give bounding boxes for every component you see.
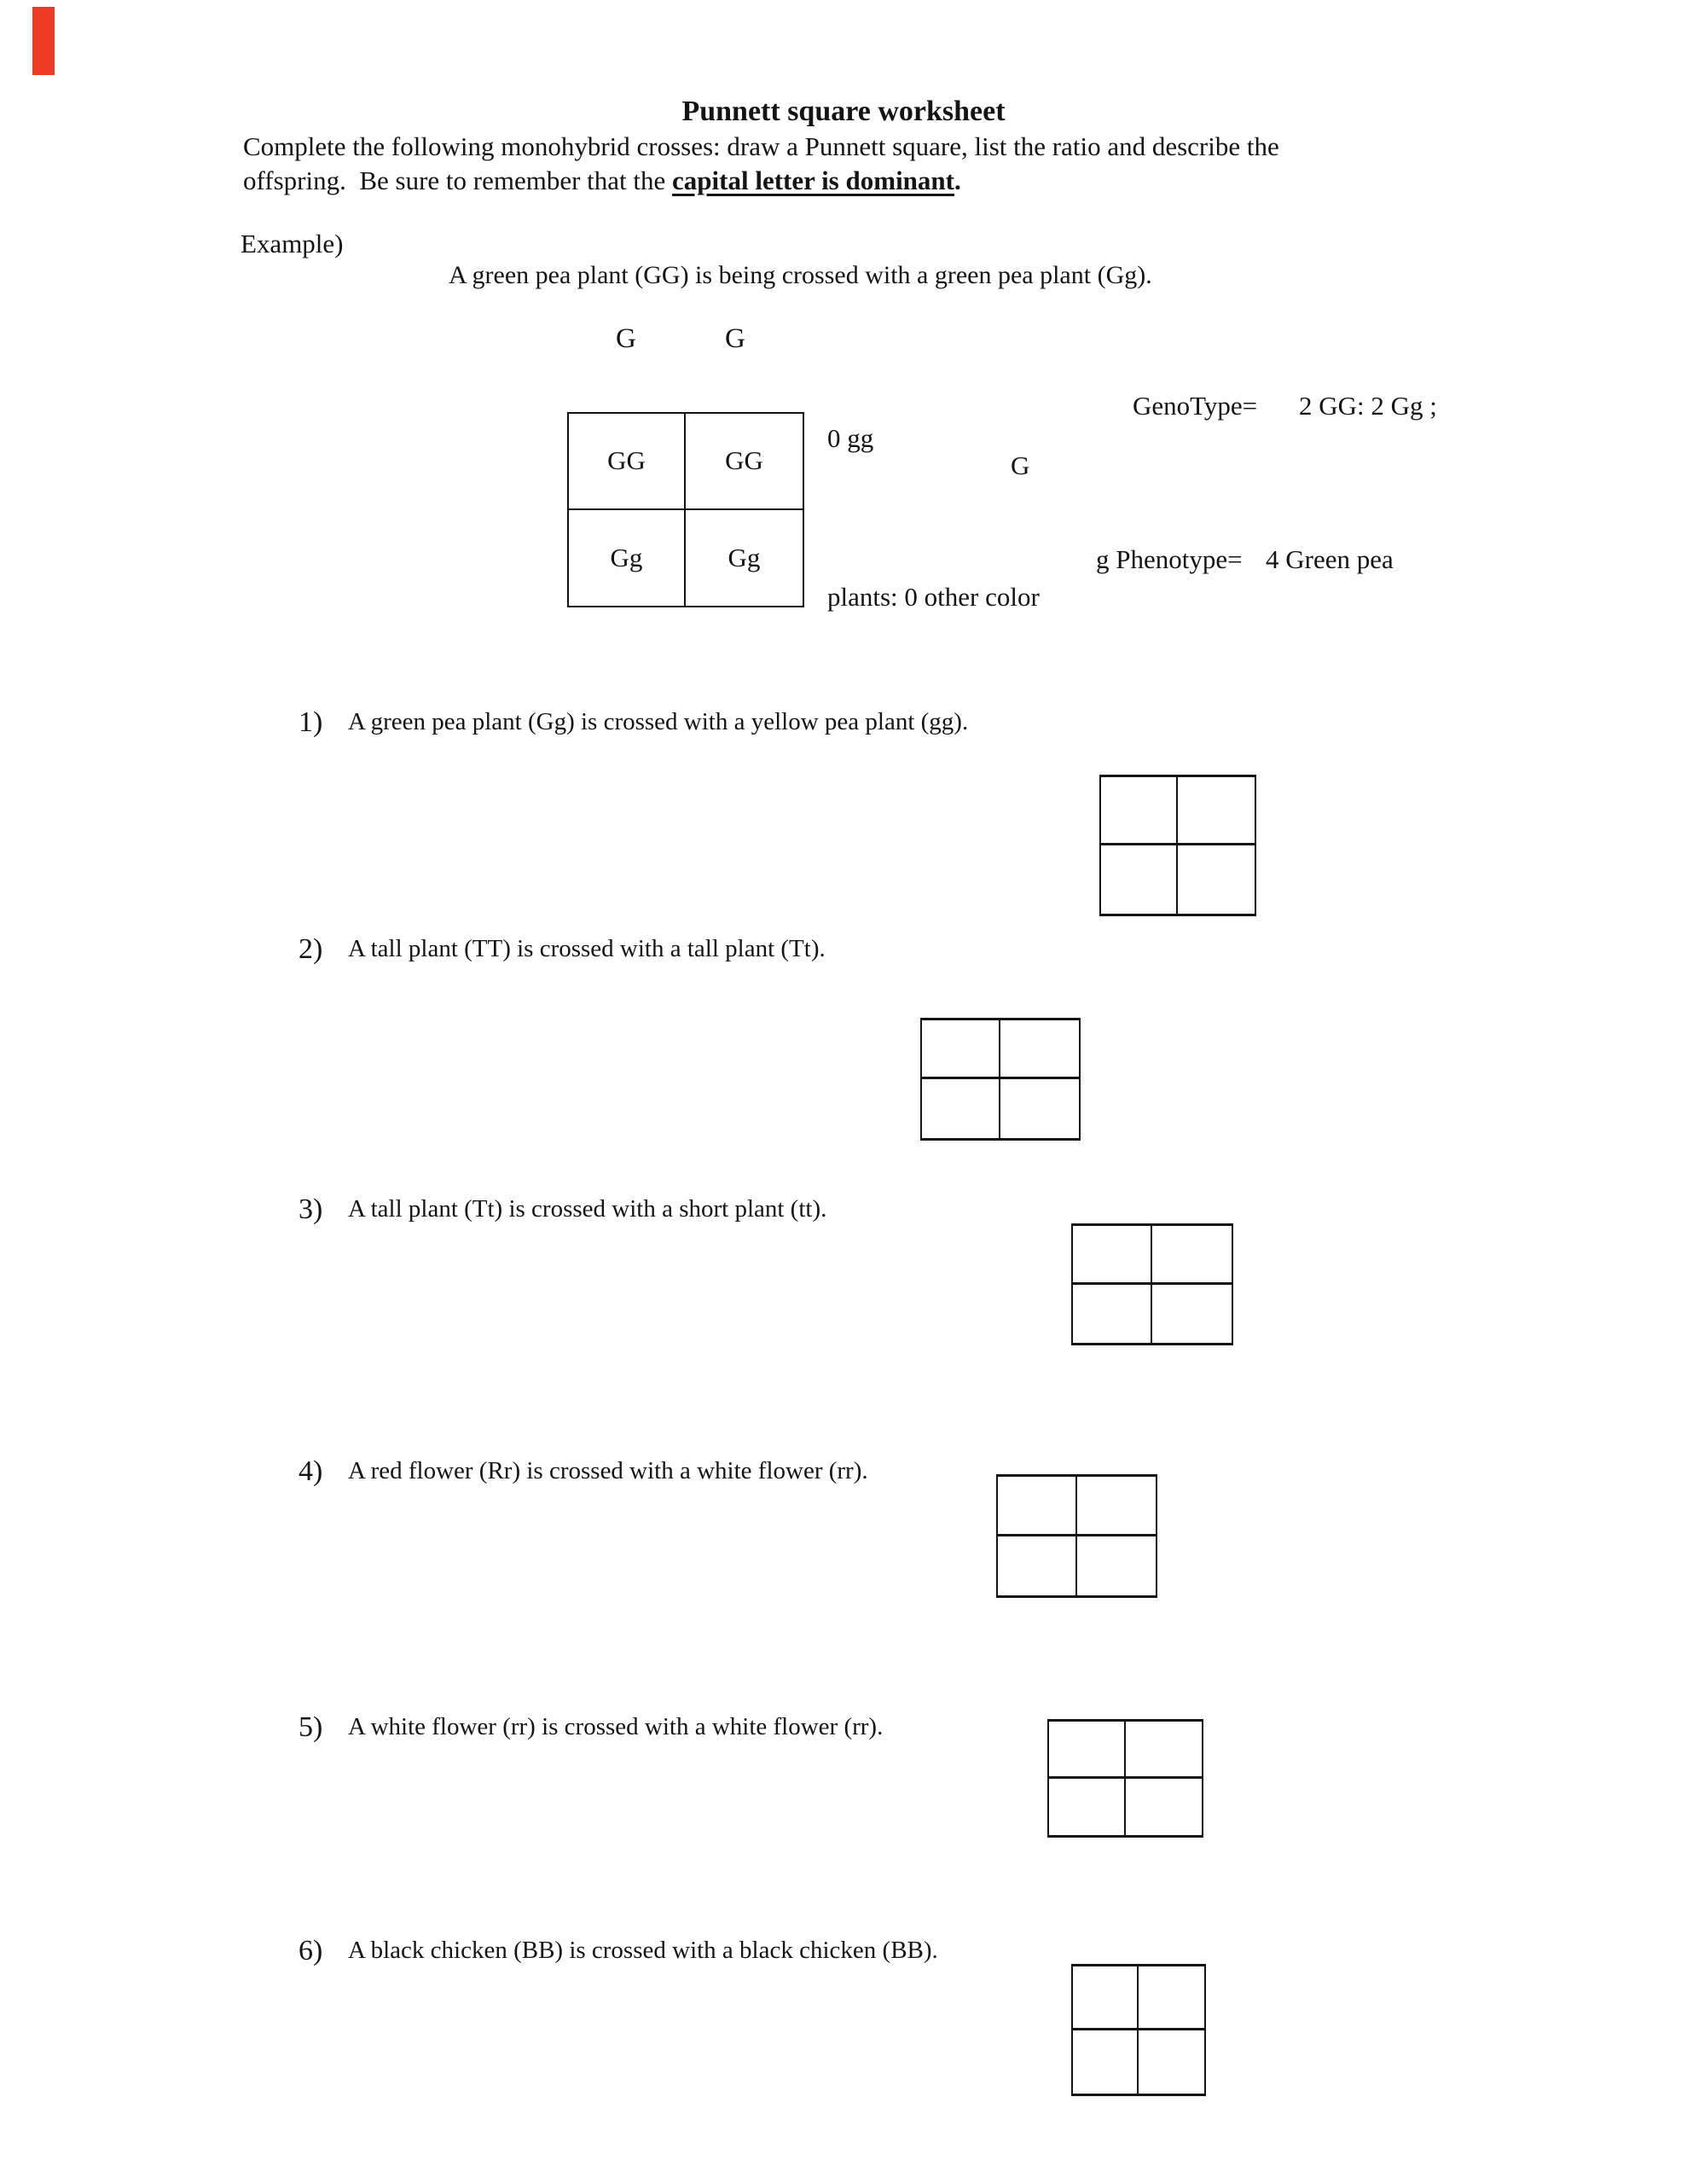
punnett-cell-empty — [1000, 1079, 1079, 1138]
problem-4-number: 4) — [299, 1455, 323, 1487]
punnett-cell-empty — [1139, 2030, 1204, 2094]
instructions-line2-pre: offspring. Be sure to remember that the — [243, 166, 673, 195]
problem-1-text: A green pea plant (Gg) is crossed with a yellow pea plant (gg). — [348, 708, 969, 735]
example-sentence: A green pea plant (GG) is being crossed with a green pea plant (Gg). — [449, 261, 1152, 289]
example-phenotype-line — [1096, 544, 1243, 575]
example-genotype-value: 2 GG: 2 Gg ; — [1299, 391, 1437, 421]
punnett-cell-empty — [1073, 2030, 1139, 2094]
punnett-cell-empty — [998, 1536, 1077, 1596]
punnett-square-example — [567, 412, 804, 607]
punnett-cell-empty — [1139, 1966, 1204, 2030]
problem-3-number: 3) — [299, 1194, 323, 1225]
punnett-cell-empty — [998, 1477, 1077, 1536]
punnett-cell-empty — [1073, 1285, 1152, 1344]
punnett-cell: Gg — [728, 542, 761, 572]
punnett-square-2 — [920, 1018, 1081, 1141]
instructions-paragraph — [243, 130, 1369, 198]
instructions-line1: Complete the following monohybrid crosses: draw a Punnett square, list the ratio and describe the — [243, 131, 1279, 161]
example-genotype-overflow: 0 gg — [827, 423, 874, 453]
problem-2-text: A tall plant (TT) is crossed with a tall plant (Tt). — [348, 935, 826, 962]
punnett-cell: Gg — [569, 510, 686, 607]
example-row-header-2: g — [1096, 544, 1110, 574]
punnett-cell-empty — [1073, 1226, 1152, 1285]
punnett-square-4 — [996, 1474, 1157, 1598]
problem-5-number: 5) — [299, 1711, 323, 1743]
punnett-cell-empty — [1049, 1779, 1126, 1836]
problem-3-text: A tall plant (Tt) is crossed with a short plant (tt). — [348, 1195, 827, 1223]
instructions-line2-suffix: . — [954, 166, 961, 195]
punnett-cell-empty — [1077, 1477, 1157, 1536]
punnett-cell-empty — [1178, 777, 1255, 845]
punnett-cell-empty — [1152, 1226, 1232, 1285]
instructions-emphasis: capital letter is dominant — [672, 166, 954, 195]
example-phenotype-overflow: plants: 0 other color — [827, 582, 1040, 612]
punnett-cell-empty — [922, 1079, 1000, 1138]
problem-1-number: 1) — [299, 706, 323, 738]
punnett-cell-empty — [1101, 845, 1178, 914]
example-col-header-1: G — [616, 323, 636, 354]
punnett-cell-empty — [1126, 1779, 1203, 1836]
example-genotype-label: GenoType= — [1133, 391, 1258, 421]
punnett-cell: GG — [686, 414, 803, 510]
punnett-cell-empty — [922, 1020, 1000, 1079]
example-phenotype-label: Phenotype= — [1116, 544, 1243, 574]
punnett-square-6 — [1071, 1964, 1206, 2096]
problem-6-text: A black chicken (BB) is crossed with a black chicken (BB). — [348, 1937, 938, 1964]
punnett-cell-empty — [1000, 1020, 1079, 1079]
problem-6-number: 6) — [299, 1935, 323, 1966]
example-phenotype-value: 4 Green pea — [1266, 544, 1394, 574]
example-row-header-1: G — [1011, 450, 1030, 480]
punnett-square-1 — [1099, 775, 1256, 916]
punnett-cell-empty — [1126, 1722, 1203, 1779]
example-col-header-2: G — [725, 323, 745, 354]
punnett-cell-empty — [1178, 845, 1255, 914]
problem-4-text: A red flower (Rr) is crossed with a white flower (rr). — [348, 1457, 868, 1484]
punnett-square-5 — [1047, 1719, 1203, 1838]
scan-artifact-mark — [32, 7, 55, 75]
problem-2-number: 2) — [299, 933, 323, 965]
example-label: Example) — [241, 229, 344, 258]
punnett-cell-empty — [1152, 1285, 1232, 1344]
punnett-cell-empty — [1073, 1966, 1139, 2030]
page-title: Punnett square worksheet — [681, 96, 1006, 127]
punnett-cell-empty — [1077, 1536, 1157, 1596]
punnett-square-3 — [1071, 1223, 1233, 1345]
punnett-cell-empty — [1049, 1722, 1126, 1779]
punnett-cell: GG — [569, 414, 686, 510]
problem-5-text: A white flower (rr) is crossed with a white flower (rr). — [348, 1713, 884, 1740]
punnett-cell-empty — [1101, 777, 1178, 845]
